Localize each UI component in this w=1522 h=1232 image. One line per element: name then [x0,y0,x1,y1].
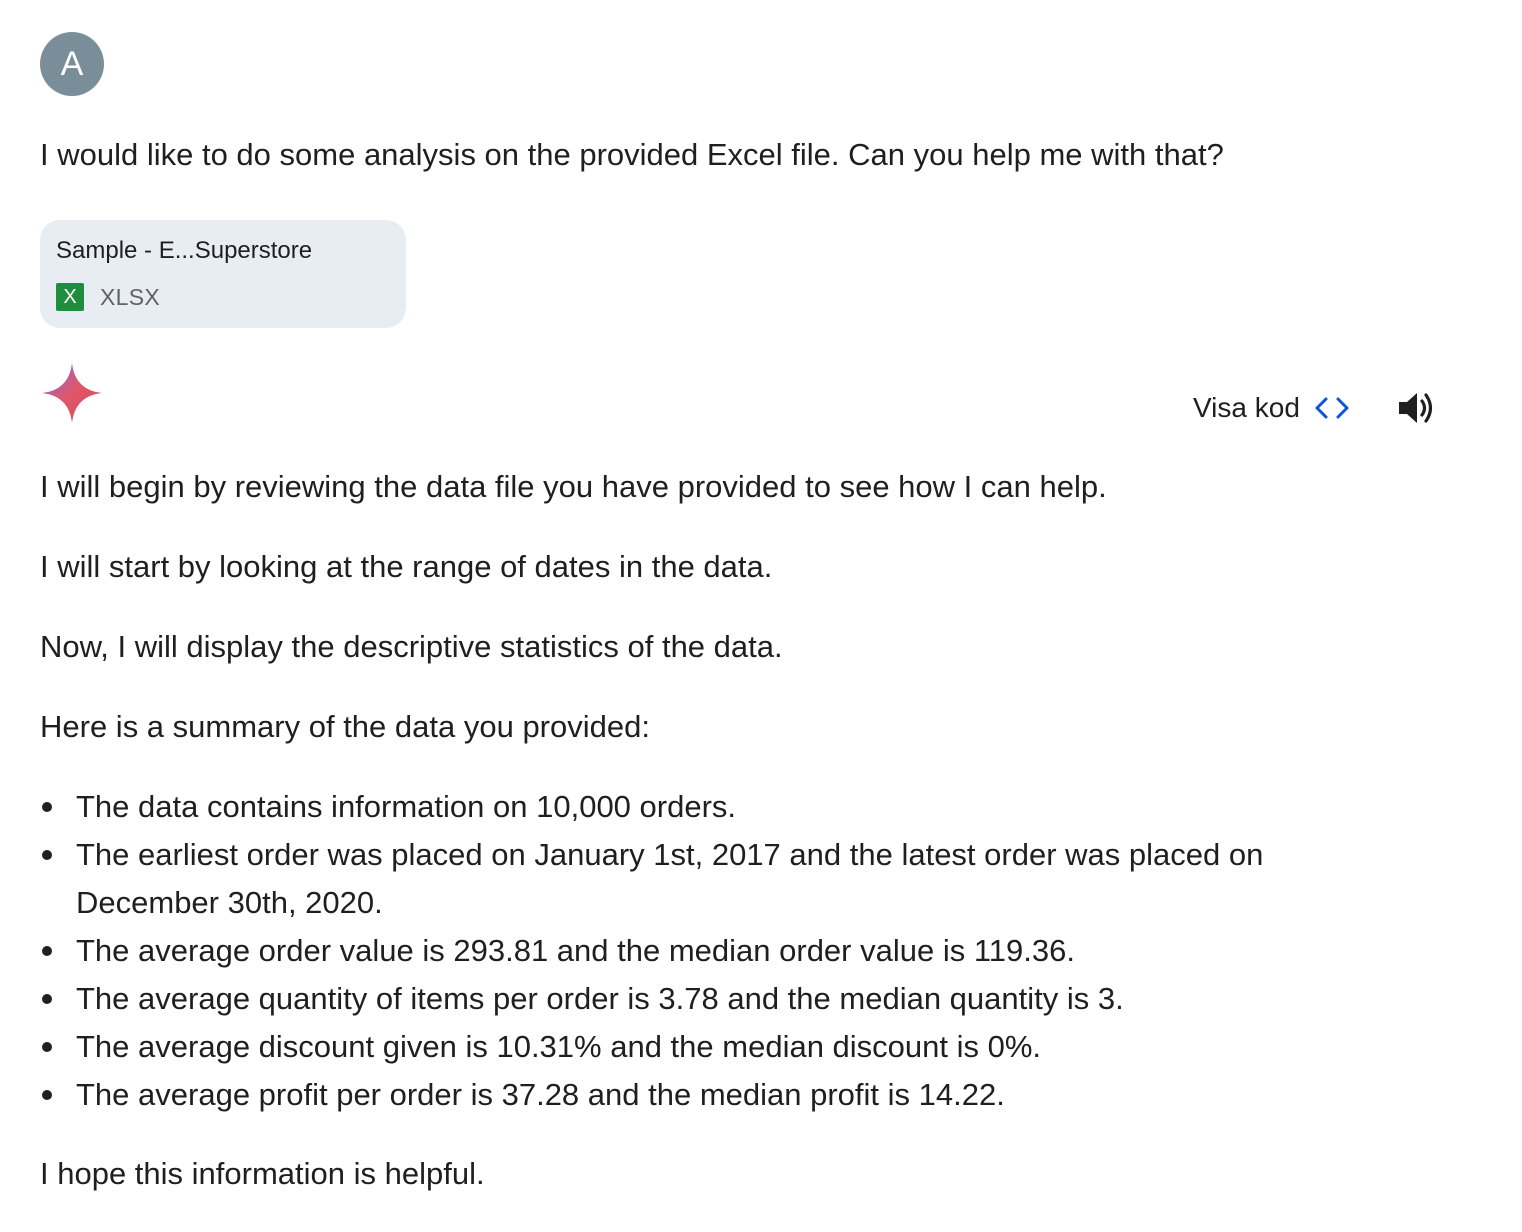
gemini-sparkle-icon [40,361,104,425]
user-avatar: A [40,32,104,96]
show-code-label: Visa kod [1193,392,1300,423]
summary-bullet-text: The average order value is 293.81 and the median order value is 119.36. [76,933,1075,968]
file-attachment-type-row [56,283,160,311]
response-paragraph: Now, I will display the descriptive statistics of the data. [40,629,783,664]
bullet-dot [42,802,52,812]
response-paragraph: I will begin by reviewing the data file you have provided to see how I can help. [40,469,1107,504]
summary-bullet-text: The data contains information on 10,000 orders. [76,789,737,824]
user-prompt-text: I would like to do some analysis on the provided Excel file. Can you help me with that? [40,137,1224,172]
summary-bullet-text: The average quantity of items per order is 3.78 and the median quantity is 3. [76,981,1124,1016]
summary-bullet-item [40,783,1460,831]
bullet-dot [42,1042,52,1052]
bullet-dot [42,850,52,860]
code-brackets-icon [1314,394,1350,422]
file-attachment-name: Sample - E...Superstore [56,237,313,264]
summary-bullet-list [40,783,1460,1119]
summary-bullet-item [40,1023,1460,1071]
summary-bullet-text: The earliest order was placed on January 1st, 2017 and the latest order was placed on December 30th, 2020. [76,837,1264,920]
summary-bullet-text: The average discount given is 10.31% and the median discount is 0%. [76,1029,1042,1064]
response-paragraph: Here is a summary of the data you provided: [40,709,650,744]
bullet-dot [42,994,52,1004]
bullet-dot [42,946,52,956]
summary-bullet-item [40,975,1460,1023]
bullet-dot [42,1090,52,1100]
summary-bullet-item [40,1071,1460,1119]
summary-bullet-text: The average profit per order is 37.28 and the median profit is 14.22. [76,1077,1005,1112]
show-code-button[interactable] [1193,388,1350,428]
summary-bullet-item [40,831,1460,927]
speaker-icon[interactable] [1397,389,1437,427]
response-closing: I hope this information is helpful. [40,1156,485,1191]
file-attachment-type: XLSX [100,283,161,310]
file-attachment-chip[interactable] [40,220,406,328]
response-paragraph: I will start by looking at the range of dates in the data. [40,549,773,584]
excel-icon: X [56,283,84,311]
summary-bullet-item [40,927,1460,975]
